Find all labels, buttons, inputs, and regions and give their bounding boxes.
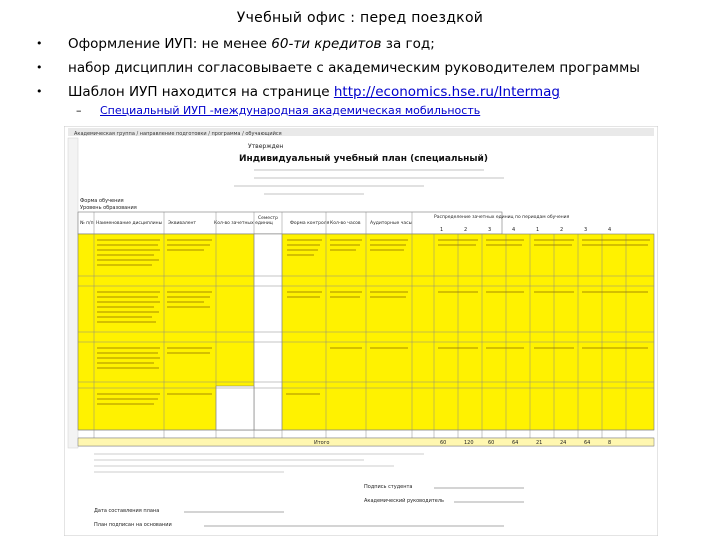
period-7: 3 [584,227,588,233]
col-header-class-hours: Аудиторные часы [370,221,413,226]
special-plan-link[interactable]: Специальный ИУП -международная академическая мобильность [100,104,481,117]
bullet-text: Шаблон ИУП находится на странице http://economics.hse.ru/Intermag [68,84,560,100]
bullet-item-credits [36,36,716,60]
spreadsheet-svg [64,126,658,536]
row-number-strip [68,138,78,448]
period-8: 4 [608,227,612,233]
sheet-title: Индивидуальный учебный план (специальный) [239,154,488,164]
sum-value-8: 8 [608,440,612,446]
sub-item-special-plan [76,104,480,117]
bullet-text: набор дисциплин согласовываете с академическим руководителем программы [68,60,640,76]
sum-value-3: 60 [488,440,495,446]
sheet-approved: Утвержден [248,143,284,150]
white-block [216,386,254,430]
row-label-form: Форма обучения [80,198,124,204]
sum-value-4: 64 [512,440,519,446]
footer-academic-supervisor: Академический руководитель [364,498,445,504]
row-label-level: Уровень образования [80,205,137,211]
bullet-dot-icon: • [36,61,43,74]
period-3: 3 [488,227,492,233]
col-header-credits: Кол-во зачетных единиц [214,221,273,226]
period-2: 2 [464,227,468,233]
col-header-hours: Кол-во часов [330,221,361,226]
col-header-control: Форма контроля [290,221,330,226]
footer-date: Дата составления плана [94,508,160,514]
col-header-equiv: Эквивалент [168,221,197,226]
period-4: 4 [512,227,516,233]
sheet-header-text: Академическая группа / направление подготовки / программа / обучающийся [74,131,282,137]
bullet-list [36,36,716,108]
bullet-dot-icon: • [36,37,43,50]
col-header-semester: Семестр [258,216,279,221]
bullet-text: Оформление ИУП: не менее 60-ти кредитов за год; [68,36,435,52]
period-1: 1 [440,227,444,233]
bullet-item-disciplines [36,60,716,84]
template-link[interactable]: http://economics.hse.ru/Intermag [333,84,560,100]
col-header-num: № п/п [80,221,94,226]
bullet-dot-icon: • [36,85,43,98]
period-header: Распределение зачетных единиц по периодам обучения [434,215,570,220]
sum-value-6: 24 [560,440,567,446]
emphasis-credits: 60-ти кредитов [271,36,382,52]
sum-value-2: 120 [464,440,474,446]
footer-basis: План подписан на основании [94,522,172,528]
slide-title: Учебный офис : перед поездкой [236,10,484,26]
period-6: 2 [560,227,564,233]
sum-value-7: 64 [584,440,591,446]
sum-row [78,438,654,446]
dash-icon: – [76,104,82,117]
footer-student-signature: Подпись студента [364,484,413,490]
sum-value-5: 21 [536,440,543,446]
sum-value-1: 60 [440,440,447,446]
sum-label: Итого [314,440,330,446]
spreadsheet-image [64,126,658,536]
col-header-name: Наименование дисциплины [96,221,163,226]
period-5: 1 [536,227,540,233]
